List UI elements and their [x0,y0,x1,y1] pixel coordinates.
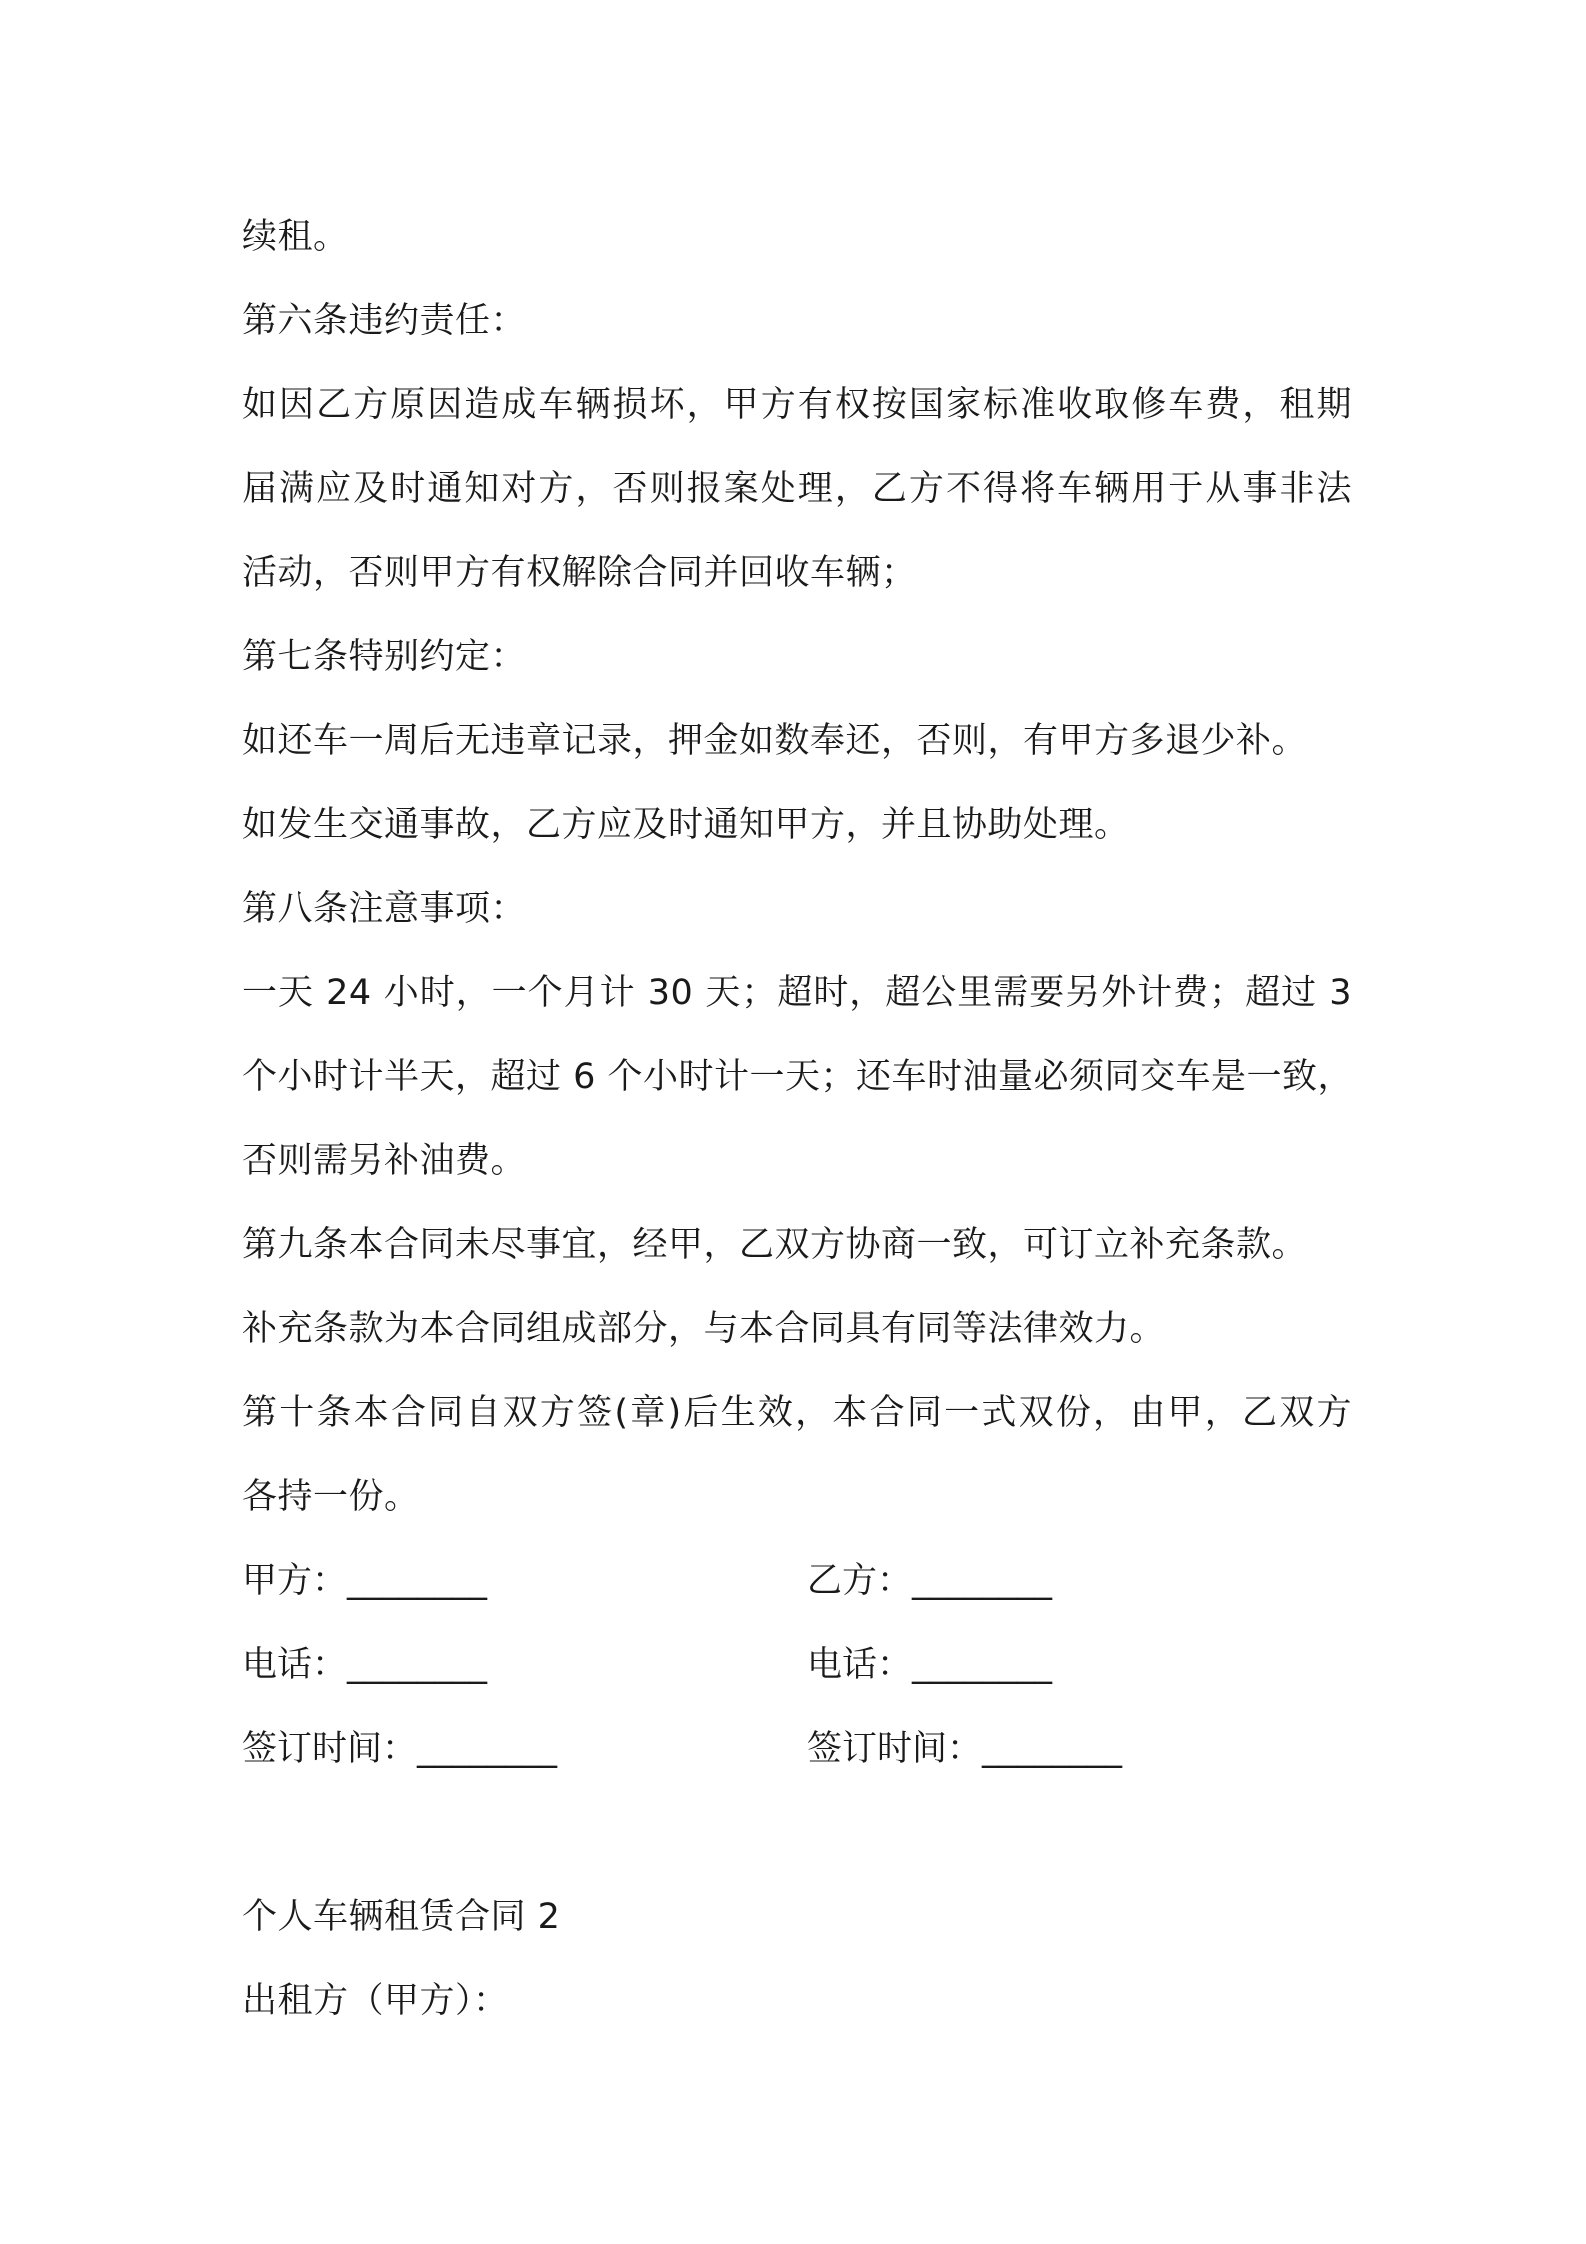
spacer [242,1791,1352,1875]
signature-row-date [242,1707,1352,1791]
party-b-field: 乙方：________ [807,1561,1053,1601]
text-line: 个小时计半天，超过 6 个小时计一天；还车时油量必须同交车是一致， [242,1057,1354,1097]
party-a-date-field: 签订时间：________ [242,1729,558,1769]
text-line: 届满应及时通知对方，否则报案处理，乙方不得将车辆用于从事非法 [242,469,1352,509]
text-line: 否则需另补油费。 [242,1141,527,1181]
text-line: 续租。 [242,217,349,257]
party-a-phone-field: 电话：________ [242,1645,488,1685]
section-heading-6: 第六条违约责任： [242,301,527,341]
signature-row-phone [242,1623,1352,1707]
section-heading-10: 第十条本合同自双方签(章)后生效，本合同一式双份，由甲，乙双方 [242,1393,1352,1433]
text-line: 各持一份。 [242,1477,420,1517]
lessor-label: 出租方（甲方）： [242,1981,509,2021]
section-heading-9: 第九条本合同未尽事宜，经甲，乙双方协商一致，可订立补充条款。 [242,1225,1308,1265]
document-page [242,195,1352,2043]
text-line: 活动，否则甲方有权解除合同并回收车辆； [242,553,917,593]
text-line: 补充条款为本合同组成部分，与本合同具有同等法律效力。 [242,1309,1166,1349]
party-b-phone-field: 电话：________ [807,1645,1053,1685]
party-b-date-field: 签订时间：________ [807,1729,1123,1769]
signature-row-party [242,1539,1352,1623]
text-line: 如因乙方原因造成车辆损坏，甲方有权按国家标准收取修车费，租期 [242,385,1352,425]
section-heading-8: 第八条注意事项： [242,889,527,929]
text-line: 如发生交通事故，乙方应及时通知甲方，并且协助处理。 [242,805,1130,845]
text-line: 一天 24 小时，一个月计 30 天；超时，超公里需要另外计费；超过 3 [242,973,1352,1013]
party-a-field: 甲方：________ [242,1561,488,1601]
text-line: 如还车一周后无违章记录，押金如数奉还，否则，有甲方多退少补。 [242,721,1308,761]
section-heading-7: 第七条特别约定： [242,637,527,677]
next-contract-title: 个人车辆租赁合同 2 [242,1897,561,1937]
